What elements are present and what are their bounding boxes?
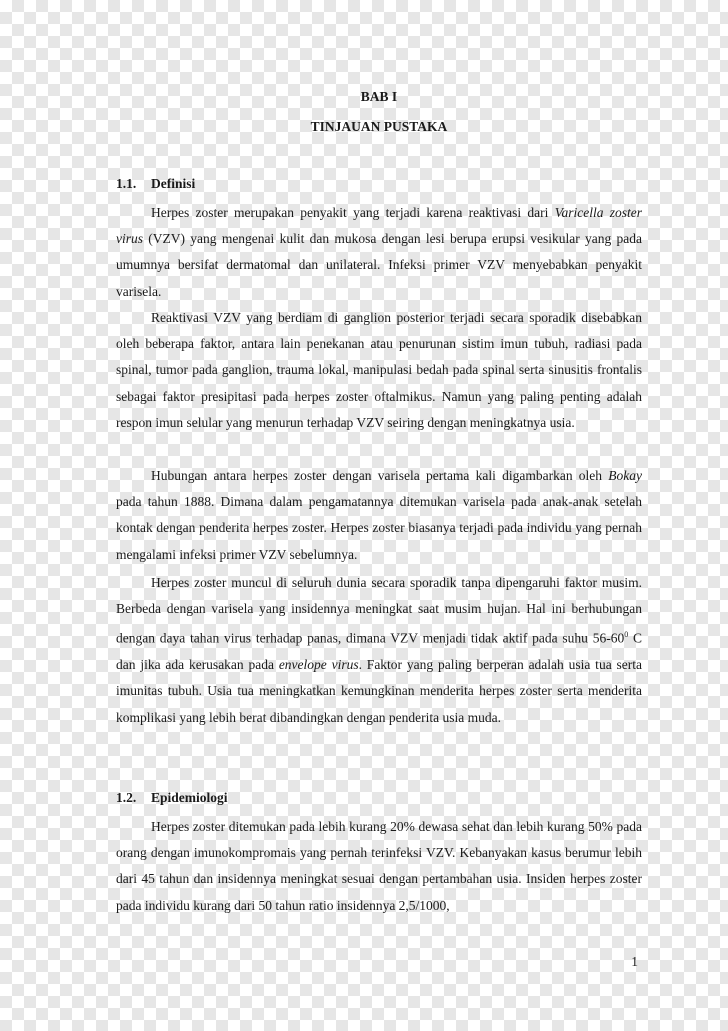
paragraph	[116, 463, 642, 568]
paragraph-text: Reaktivasi VZV yang berdiam di ganglion posterior terjadi secara sporadik disebabkan oleh beberapa faktor, antara lain penekanan atau penurunan sistim imun tubuh, radiasi pada spinal, tumor pada ganglion, trauma lokal, manipulasi bedah pada spinal serta sinusitis frontalis sebagai faktor presipitasi pada herpes zoster oftalmikus. Namun yang paling penting adalah respon imun selular yang menurun terhadap VZV seiring dengan meningkatnya usia.	[116, 310, 642, 430]
paragraph	[116, 200, 642, 305]
paragraph-text: (VZV) yang mengenai kulit dan mukosa dengan lesi berupa erupsi vesikular yang pada umumnya bersifat dermatomal dan unilateral. Infeksi primer VZV menyebabkan penyakit varisela.	[116, 231, 642, 299]
italic-term: Bokay	[608, 468, 642, 483]
paragraph-text: Herpes zoster ditemukan pada lebih kurang 20% dewasa sehat dan lebih kurang 50% pada orang dengan imunokompromais yang pernah terinfeksi VZV. Kebanyakan kasus berumur lebih dari 45 tahun dan insidennya meningkat sesuai dengan pertambahan usia. Insiden herpes zoster pada individu kurang dari 50 tahun ratio insidennya 2,5/1000,	[116, 819, 642, 913]
section-heading-epidemiologi	[116, 790, 228, 806]
chapter-title: TINJAUAN PUSTAKA	[310, 119, 448, 134]
paragraph	[116, 814, 642, 919]
paragraph-text: Herpes zoster merupakan penyakit yang terjadi karena reaktivasi dari	[151, 205, 555, 220]
paragraph-text: pada tahun 1888. Dimana dalam pengamatannya ditemukan varisela pada anak-anak setelah kontak dengan penderita herpes zoster. Herpes zoster biasanya terjadi pada individu yang pernah mengalami infeksi primer VZV sebelumnya.	[116, 494, 642, 562]
paragraph	[116, 570, 642, 731]
paragraph	[116, 305, 642, 436]
section-number: 1.1.	[116, 176, 137, 191]
superscript: 0	[624, 630, 629, 640]
italic-term: envelope virus	[278, 657, 359, 673]
page-number: 1	[631, 954, 638, 969]
paragraph-text: C dan jika ada kerusakan pada	[116, 630, 642, 673]
section-number: 1.2.	[116, 790, 137, 805]
paragraph-text: Hubungan antara herpes zoster dengan varisela pertama kali digambarkan oleh	[151, 468, 609, 483]
section-title: Definisi	[151, 176, 196, 191]
section-title: Epidemiologi	[151, 790, 228, 805]
italic-term: Varicella zoster virus	[116, 205, 642, 247]
paragraph-text: . Faktor yang paling berperan adalah usia tua serta imunitas tubuh. Usia tua meningkatkan kemungkinan menderita herpes zoster serta menderita komplikasi yang lebih berat dibandingkan dengan penderita usia muda.	[116, 657, 642, 725]
section-heading-definisi	[116, 176, 195, 192]
paragraph-text: Herpes zoster muncul di seluruh dunia secara sporadik tanpa dipengaruhi faktor musim. Berbeda dengan varisela yang insidennya meningkat saat musim hujan. Hal ini berhubungan dengan daya tahan virus terhadap panas, dimana VZV menjadi tidak aktif pada suhu 56-60	[116, 575, 642, 646]
chapter-label: BAB I	[360, 89, 398, 104]
